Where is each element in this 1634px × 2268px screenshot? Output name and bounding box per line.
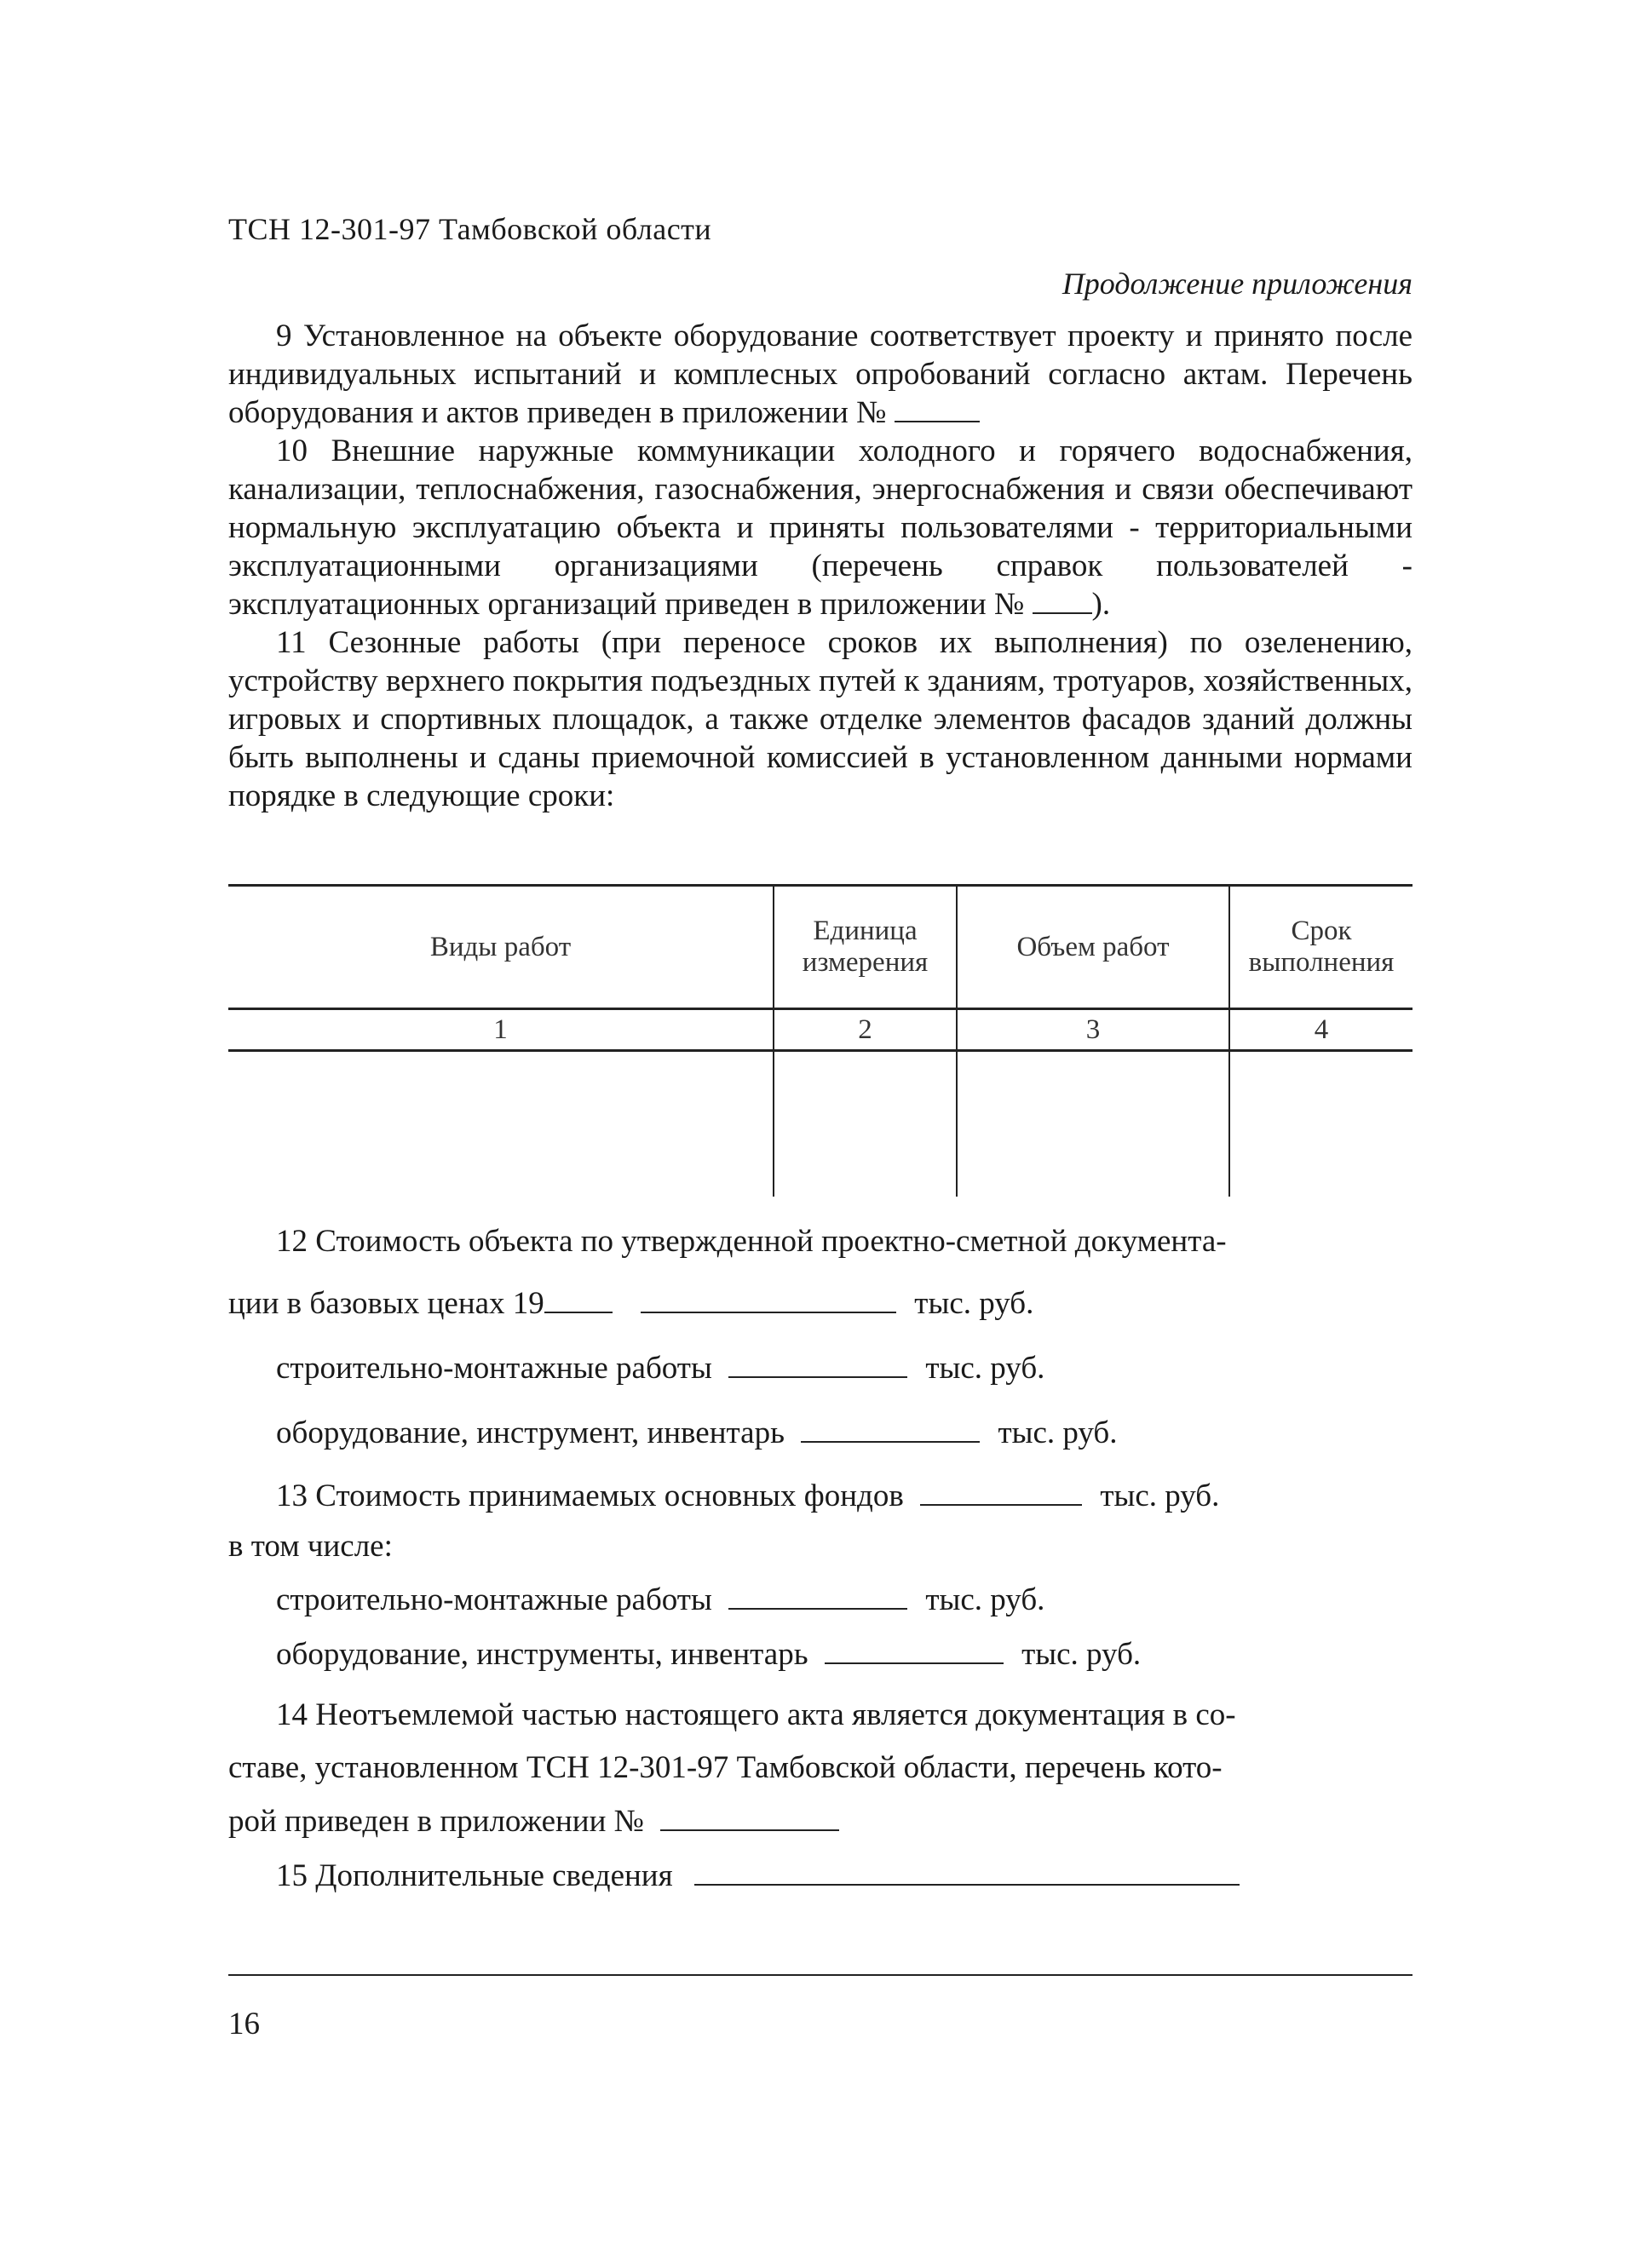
amount-blank: [920, 1477, 1082, 1506]
equipment-label: оборудование, инструмент, инвентарь: [276, 1415, 785, 1450]
appendix-number-blank: [660, 1802, 839, 1831]
including-label: в том числе:: [228, 1529, 393, 1564]
table-cell: [774, 1051, 957, 1197]
paragraph-10: [228, 432, 1412, 623]
currency-unit: тыс. руб.: [998, 1415, 1118, 1450]
page-number: 16: [228, 2007, 260, 2041]
appendix-number-blank: [895, 393, 980, 422]
item-12-line-2: [228, 1284, 1033, 1322]
col-header-unit: Единица измерения: [774, 886, 957, 1009]
item-12-line-2-text: ции в базовых ценах 19: [228, 1286, 544, 1321]
seasonal-works-table: [228, 884, 1412, 1197]
table-cell: [1229, 1051, 1412, 1197]
document-header: ТСН 12-301-97 Тамбовской области: [228, 212, 712, 246]
item-15-label: 15 Дополнительные сведения: [276, 1858, 673, 1893]
item-14-line-3-text: рой приведен в приложении №: [228, 1804, 644, 1839]
col-number: 2: [774, 1009, 957, 1051]
item-13-label: 13 Стоимость принимаемых основных фондов: [276, 1479, 904, 1513]
item-14-line-2: ставе, установленном ТСН 12-301-97 Тамбовской области, перечень кото-: [228, 1750, 1223, 1785]
smr-line-2: [276, 1581, 1044, 1618]
item-14-line-1: 14 Неотъемлемой частью настоящего акта является документация в со-: [276, 1697, 1236, 1732]
amount-blank: [825, 1635, 1004, 1664]
smr-label: строительно-монтажные работы: [276, 1582, 712, 1617]
col-number: 4: [1229, 1009, 1412, 1051]
paragraph-10-text: 10 Внешние наружные коммуникации холодного и горячего водоснабжения, канализации, теплоснабжения, газоснабжения, энергоснабжения и связи обеспечивают нормальную эксплуатацию объекта и приняты пользователями - территориальными эксплуатационными организациями (перечень справок пользователей - эксплуатационных организаций приведен в приложении №: [228, 434, 1412, 622]
table-header-row: [228, 886, 1412, 1009]
paragraph-9: [228, 317, 1412, 432]
bottom-rule: [228, 1974, 1412, 1976]
paragraph-11: 11 Сезонные работы (при переносе сроков их выполнения) по озеленению, устройству верхнего покрытия подъездных путей к зданиям, тротуаров, хозяйственных, игровых и спортивных площадок, а также отделке элементов фасадов зданий должны быть выполнены и сданы приемочной комиссией в установленном данными нормами порядке в следующие сроки:: [228, 625, 1412, 813]
amount-blank: [728, 1349, 907, 1378]
currency-unit: тыс. руб.: [914, 1286, 1034, 1321]
paragraph-9-text: 9 Установленное на объекте оборудование соответствует проекту и принято после индивидуальных испытаний и комплесных опробований согласно актам. Перечень оборудования и актов приведен в приложении №: [228, 319, 1412, 430]
additional-info-blank: [694, 1857, 1240, 1886]
item-15-line: [276, 1857, 1240, 1894]
equipment-label: оборудование, инструменты, инвентарь: [276, 1637, 808, 1672]
currency-unit: тыс. руб.: [925, 1582, 1045, 1617]
equipment-line-2: [276, 1635, 1141, 1673]
year-blank: [544, 1284, 613, 1313]
paragraph-10-close: ).: [1091, 587, 1111, 622]
col-number: 1: [228, 1009, 774, 1051]
item-13-line: [276, 1477, 1219, 1514]
currency-unit: тыс. руб.: [1100, 1479, 1220, 1513]
item-14-line-3: [228, 1802, 839, 1840]
appendix-number-blank: [1033, 585, 1092, 614]
item-12-line-1: 12 Стоимость объекта по утвержденной проектно-сметной документа-: [276, 1224, 1227, 1259]
table-row: [228, 1051, 1412, 1197]
col-header-work-type: Виды работ: [228, 886, 774, 1009]
col-number: 3: [957, 1009, 1229, 1051]
table-number-row: [228, 1009, 1412, 1051]
amount-blank: [728, 1581, 907, 1610]
currency-unit: тыс. руб.: [1021, 1637, 1142, 1672]
table-cell: [957, 1051, 1229, 1197]
smr-label: строительно-монтажные работы: [276, 1351, 712, 1386]
body-text: [228, 317, 1412, 815]
col-header-deadline: Срок выполнения: [1229, 886, 1412, 1009]
currency-unit: тыс. руб.: [925, 1351, 1045, 1386]
amount-blank: [801, 1414, 980, 1443]
continuation-label: Продолжение приложения: [1062, 267, 1412, 301]
amount-blank: [641, 1284, 896, 1313]
col-header-volume: Объем работ: [957, 886, 1229, 1009]
equipment-line-1: [276, 1414, 1118, 1451]
table-cell: [228, 1051, 774, 1197]
smr-line-1: [276, 1349, 1044, 1387]
